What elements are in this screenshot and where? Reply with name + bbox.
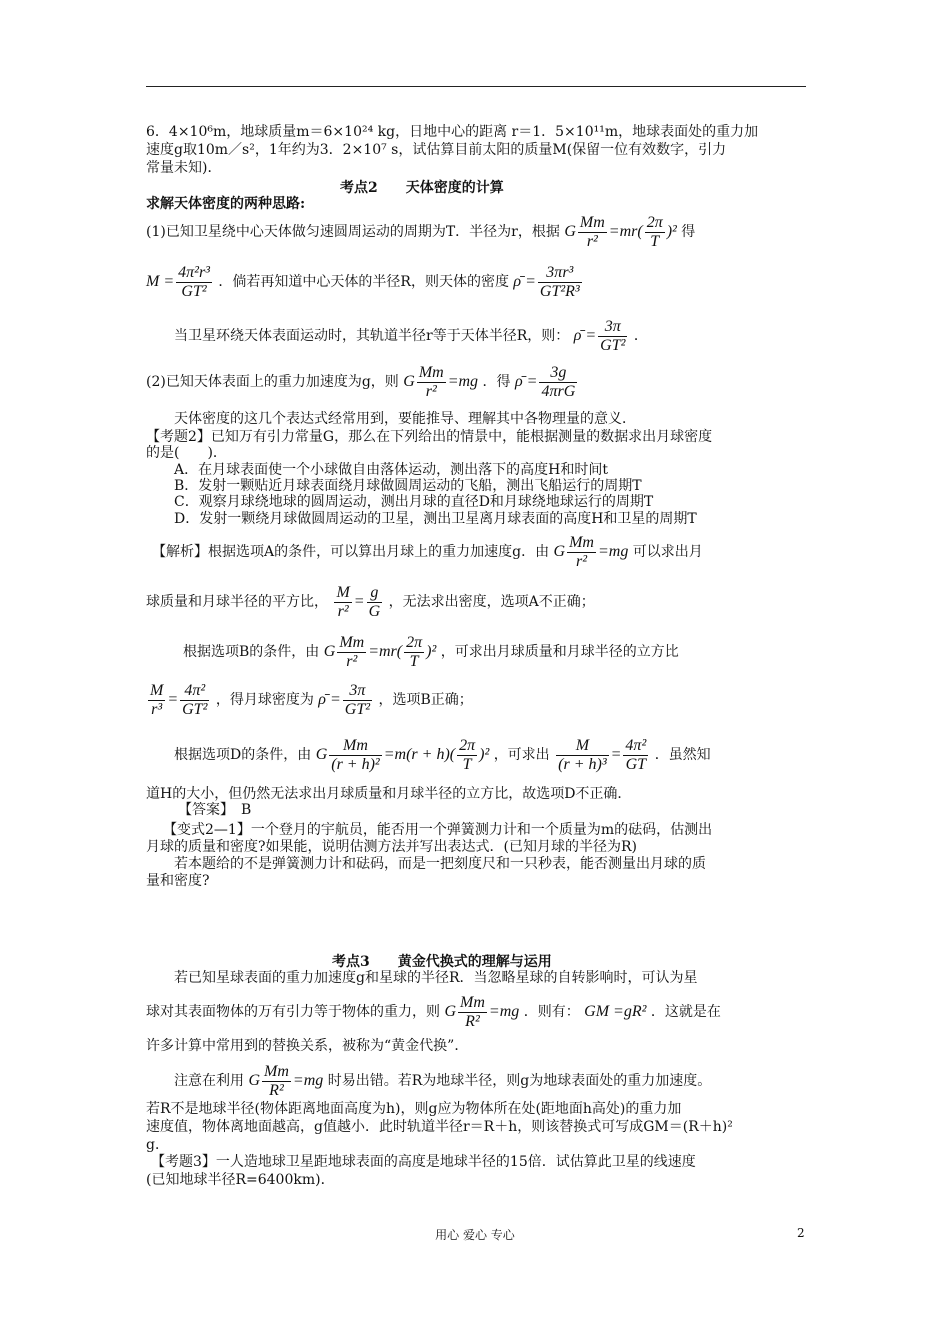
formula-golden-gravity: G $\frac{Mm}{\text{R²}}$ =mg bbox=[444, 994, 520, 1030]
solution-a-line-1: 【解析】根据选项A的条件，可以算出月球上的重力加速度g．由 G $\frac{Mm}{\text{r²}}$ =mg 可以求出月 bbox=[152, 534, 703, 570]
section-3-p7: g． bbox=[146, 1137, 169, 1153]
question-3-line-1: 【考题3】一人造地球卫星距地球表面的高度是地球半径的15倍．试估算此卫星的线速度 bbox=[151, 1154, 696, 1170]
section-2-title: 考点2 天体密度的计算 bbox=[340, 180, 504, 196]
solution-b-line-1: 根据选项B的条件，由 G $\frac{Mm}{\text{r²}}$ =mr( $\frac{2\pi}{T}$ )² ，可求出月球质量和月球半径的立方比 bbox=[183, 634, 679, 670]
variant-2-1-line-2: 月球的质量和密度?如果能，说明估测方法并写出表达式．(已知月球的半径为R) bbox=[146, 839, 637, 855]
option-b: B．发射一颗贴近月球表面绕月球做圆周运动的飞船，测出飞船运行的周期T bbox=[174, 478, 642, 494]
formula-b-ratio: $\frac{M}{\text{r³}}$ = $\frac{\text{4π²}}{\text{GT²}}$ bbox=[150, 682, 208, 718]
question-3-line-2: (已知地球半径R=6400km)． bbox=[146, 1172, 335, 1188]
formula-surface-gravity: G $\frac{Mm}{\text{r²}}$ =mg bbox=[403, 364, 479, 400]
question-2-stem-1: 【考题2】已知万有引力常量G，那么在下列给出的情景中，能根据测量的数据求出月球密度 bbox=[146, 429, 713, 445]
surface-orbit-line: 当卫星环绕天体表面运动时，其轨道半径r等于天体半径R，则： ρ̄ = $\frac{3\pi}{\text{GT²}}$ ． bbox=[174, 318, 648, 354]
section-3-title: 考点3 黄金代换式的理解与运用 bbox=[332, 954, 552, 970]
footer-motto: 用心 爱心 专心 bbox=[435, 1228, 515, 1242]
section-3-p2: 球对其表面物体的万有引力等于物体的重力，则 G $\frac{Mm}{\text{R²}}$ =mg ．则有： GM =gR² ．这就是在 bbox=[146, 994, 721, 1030]
solution-b-line-2: $\frac{M}{\text{r³}}$ = $\frac{\text{4π²}}{\text{GT²}}$ ，得月球密度为 ρ̄ = $\frac{3\pi}{\text{GT²}}$ ，选项B正确； bbox=[146, 682, 473, 719]
method-2-line: (2)已知天体表面上的重力加速度为g，则 G $\frac{Mm}{\text{r²}}$ =mg ．得 ρ̄ = 3g 4πrG bbox=[146, 364, 579, 401]
section-3-p4: 注意在利用 G $\frac{Mm}{\text{R²}}$ =mg 时易出错。若R为地球半径，则g为地球表面处的重力加速度。 bbox=[174, 1063, 712, 1099]
intro-line-2: 速度g取10m／s²，1年约为3．2×10⁷ s，试估算目前太阳的质量M(保留一位有效数字，引力 bbox=[146, 142, 727, 158]
section-3-p3: 许多计算中常用到的替换关系，被称为“黄金代换”． bbox=[146, 1038, 469, 1054]
formula-b-circular: G $\frac{Mm}{\text{r²}}$ =mr( $\frac{2\pi}{T}$ )² bbox=[323, 634, 437, 670]
formula-d-ratio: $\frac{M}{\text{(r + h)³}}$ = $\frac{\text{4π²}}{GT}$ bbox=[558, 737, 647, 773]
formula-a-ratio: $\frac{M}{\text{r²}}$ = $\frac{g}{G}$ bbox=[336, 584, 381, 620]
formula-density-g: ρ̄ = 3g 4πrG bbox=[514, 364, 576, 400]
section-3-p1: 若已知星球表面的重力加速度g和星球的半径R．当忽略星球的自转影响时，可认为星 bbox=[174, 970, 698, 986]
intro-line-3: 常量未知)． bbox=[146, 160, 222, 176]
variant-2-1-line-4: 量和密度? bbox=[146, 873, 210, 889]
formula-golden-repeat: G $\frac{Mm}{\text{R²}}$ =mg bbox=[248, 1063, 324, 1099]
formula-a-gravity: G $\frac{Mm}{\text{r²}}$ =mg bbox=[553, 534, 629, 570]
density-note: 天体密度的这几个表达式经常用到，要能推导、理解其中各物理量的意义． bbox=[174, 411, 636, 427]
formula-b-density: ρ̄ = $\frac{3\pi}{\text{GT²}}$ bbox=[318, 682, 371, 718]
option-a: A．在月球表面使一个小球做自由落体运动，测出落下的高度H和时间t bbox=[174, 462, 608, 478]
formula-d-circular: G $\frac{Mm}{\text{(r + h)²}}$ =m(r + h)( $\frac{2\pi}{T}$ )² bbox=[315, 737, 490, 773]
formula-density-general: ρ̄ = $\frac{\text{3πr³}}{\text{GT²R³}}$ bbox=[513, 264, 580, 300]
variant-2-1-line-3: 若本题给的不是弹簧测力计和砝码，而是一把刻度尺和一只秒表，能否测量出月球的质 bbox=[174, 856, 706, 872]
variant-2-1-line-1: 【变式2—1】一个登月的宇航员，能否用一个弹簧测力计和一个质量为m的砝码，估测出 bbox=[163, 822, 713, 838]
method-1-line: (1)已知卫星绕中心天体做匀速圆周运动的周期为T．半径为r，根据 G $\frac{Mm}{\text{r²}}$ =mr( $\frac{2\pi}{T}$ )² 得 bbox=[146, 214, 696, 250]
question-2-stem-2: 的是( )． bbox=[146, 445, 227, 461]
option-c: C．观察月球绕地球的圆周运动，测出月球的直径D和月球绕地球运行的周期T bbox=[174, 494, 654, 510]
answer: 【答案】 B bbox=[178, 802, 252, 818]
mass-density-line: M = $\frac{\text{4π²r³}}{\text{GT²}}$ ．倘若再知道中心天体的半径R，则天体的密度 ρ̄ = $\frac{\text{3πr³}}{\text{GT²R³}}$ bbox=[146, 264, 584, 301]
header-rule bbox=[146, 86, 806, 87]
formula-gravity-circular: G $\frac{Mm}{\text{r²}}$ =mr( $\frac{2\pi}{T}$ )² bbox=[564, 214, 677, 250]
intro-line-1: 6．4×10⁶m，地球质量m＝6×10²⁴ kg，日地中心的距离 r＝1．5×10¹¹m，地球表面处的重力加 bbox=[146, 124, 759, 140]
option-d: D．发射一颗绕月球做圆周运动的卫星，测出卫星离月球表面的高度H和卫星的周期T bbox=[174, 511, 697, 527]
formula-golden-substitution: GM =gR² bbox=[584, 1003, 647, 1021]
formula-density-surface: ρ̄ = $\frac{3\pi}{\text{GT²}}$ bbox=[573, 318, 626, 354]
formula-mass: M = $\frac{\text{4π²r³}}{\text{GT²}}$ bbox=[146, 264, 210, 300]
section-2-subtitle: 求解天体密度的两种思路: bbox=[146, 196, 306, 212]
solution-d-line-1: 根据选项D的条件，由 G $\frac{Mm}{\text{(r + h)²}}$ =m(r + h)( $\frac{2\pi}{T}$ )² ，可求出 $\frac{M}{\text{(r + h)³}}$ = $\frac{\text{4π²}}{GT}$ ．虽然知 bbox=[174, 737, 711, 773]
page-number: 2 bbox=[797, 1226, 805, 1240]
solution-a-line-2: 球质量和月球半径的平方比， $\frac{M}{\text{r²}}$ = $\frac{g}{G}$ ，无法求出密度，选项A不正确； bbox=[146, 584, 595, 620]
section-3-p5: 若R不是地球半径(物体距离地面高度为h)，则g应为物体所在处(距地面h高处)的重力加 bbox=[146, 1101, 682, 1117]
section-3-p6: 速度值，物体离地面越高，g值越小．此时轨道半径r＝R＋h，则该替换式可写成GM＝(R＋h)² bbox=[146, 1119, 733, 1135]
solution-d-line-2: 道H的大小，但仍然无法求出月球质量和月球半径的立方比，故选项D不正确． bbox=[146, 786, 632, 802]
